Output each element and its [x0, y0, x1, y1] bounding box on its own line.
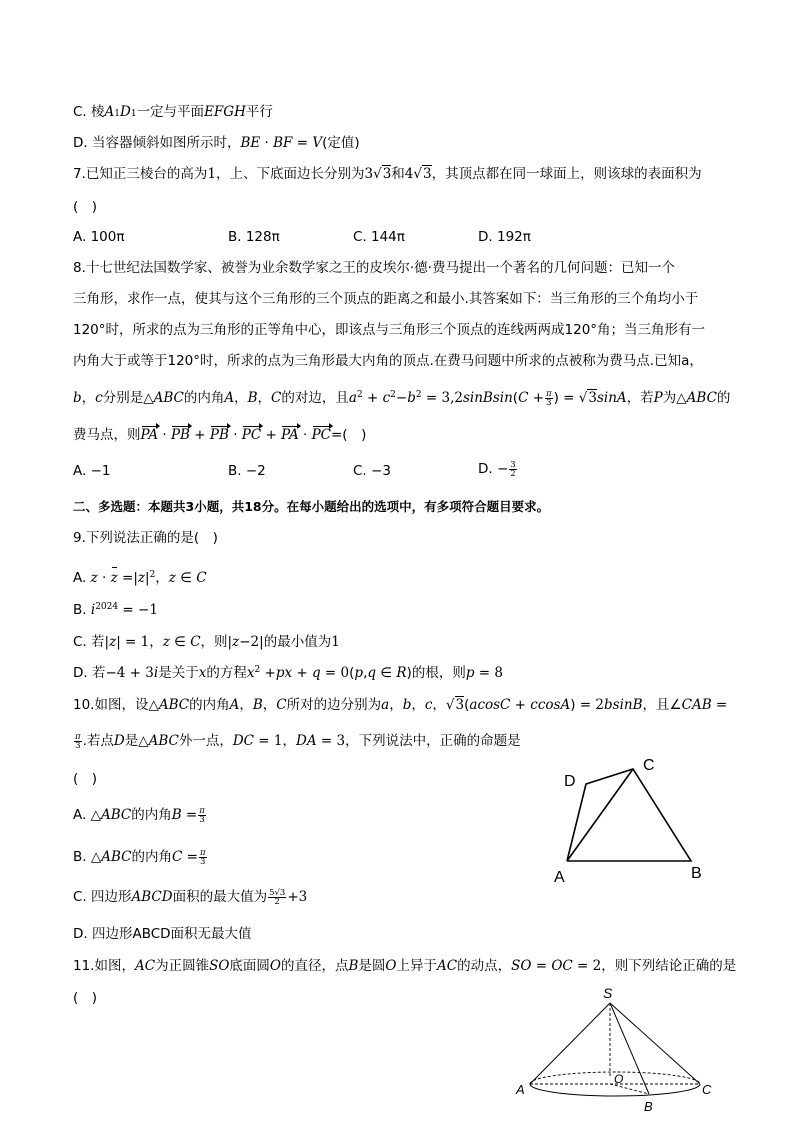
- q11-label-b: B: [644, 1099, 653, 1114]
- q11-label-o: O: [614, 1072, 624, 1086]
- q8-line-4: 内角大于或等于120°时，所求的点为三角形最大内角的顶点.在费马问题中所求的点被称为费马点.已知a，: [73, 353, 703, 369]
- q11-paren: ( ): [73, 990, 98, 1006]
- q10-option-b: B. △ABC的内角C = $\frac{\pi}{3}$: [73, 847, 206, 867]
- q9-option-c: C. 若|z| = 1，z ∈ C，则|z−2|的最小值为1: [73, 634, 340, 650]
- q10-figure-diagonal: [567, 769, 633, 861]
- q10-line-2: $\frac{\pi}{3}$ .若点D是△ABC外一点，DC = 1，DA = 3，下列说法中，正确的命题是: [75, 731, 521, 751]
- q11-label-s: S: [603, 985, 613, 1001]
- q8-option-d: D. − $\frac{3}{2}$: [478, 459, 516, 479]
- q8-line-2: 三角形，求作一点，使其与这个三角形的三个顶点的距离之和最小.其答案如下：当三角形的三个角均小于: [73, 291, 699, 307]
- q8-option-a: A. −1: [73, 463, 111, 479]
- q10-label-b: B: [691, 865, 702, 882]
- q6-option-c: C. 棱$A_1D_1$一定与平面EFGH平行: [73, 104, 273, 120]
- q8-line-6: 费马点，则PA · PB + PB · PC + PA · PC=( ): [73, 427, 367, 443]
- q8-option-b: B. −2: [228, 463, 266, 479]
- q11-label-a: A: [516, 1082, 525, 1097]
- q10-label-c: C: [643, 757, 655, 774]
- section-2-header: 二、多选题：本题共3小题，共18分。在每小题给出的选项中，有多项符合题目要求。: [73, 499, 550, 514]
- q7-option-b: B. 128π: [228, 229, 280, 245]
- q10-label-a: A: [554, 869, 565, 886]
- q11-cone-figure: [510, 983, 720, 1118]
- q7-paren: ( ): [73, 199, 98, 215]
- q9-option-a: A. $z \cdot z =|z|^2$，z ∈ C: [73, 570, 207, 586]
- q10-quadrilateral-figure: [545, 748, 715, 888]
- q10-option-a: A. △ABC的内角B = $\frac{\pi}{3}$: [73, 805, 205, 825]
- q10-figure-outline: [567, 769, 691, 861]
- q7-option-d: D. 192π: [478, 229, 531, 245]
- q9-option-d: D. 若−4 + 3i是关于x的方程$x^2 +px + q = 0(p,q$ ∈ R)的根，则p = 8: [73, 665, 503, 681]
- q11-label-c: C: [702, 1082, 712, 1097]
- q7-stem: 7.已知正三棱台的高为1，上、下底面边长分别为3√3和4√3，其顶点都在同一球面上，则该球的表面积为: [73, 166, 702, 182]
- q8-option-c: C. −3: [353, 463, 391, 479]
- q7-option-c: C. 144π: [353, 229, 405, 245]
- q10-option-d: D. 四边形ABCD面积无最大值: [73, 926, 252, 942]
- q10-paren: ( ): [73, 771, 98, 787]
- q8-line-3: 120°时，所求的点为三角形的正等角中心，即该点与三角形三个顶点的连线两两成120°角；当三角形有一: [73, 322, 706, 338]
- q6-option-d: D. 当容器倾斜如图所示时，BE · BF = V(定值): [73, 135, 360, 151]
- q7-option-a: A. 100π: [73, 229, 125, 245]
- q9-option-b: B. $i^{2024} = -1$: [73, 602, 158, 618]
- q8-line-1: 8.十七世纪法国数学家、被誉为业余数学家之王的皮埃尔·德·费马提出一个著名的几何问题：已知一个: [73, 260, 675, 276]
- q10-option-c: C. 四边形ABCD面积的最大值为 $\frac{5√3}{2}$ +3: [73, 887, 308, 907]
- q10-label-d: D: [564, 773, 576, 790]
- q10-line-1: 10.如图，设△ABC的内角A，B，C所对的边分别为a，b，c，√3(acosC + ccosA) = 2bsinB，且∠CAB =: [73, 697, 728, 713]
- q11-stem: 11.如图，AC为正圆锥SO底面圆O的直径，点B是圆O上异于AC的动点，SO = OC = 2，则下列结论正确的是: [73, 958, 737, 974]
- q9-stem: 9.下列说法正确的是( ): [73, 530, 218, 546]
- q8-line-5: b，c分别是△ABC的内角A，B，C的对边，且$a^2 + c^2-b^2$ = 3,2sinBsin(C + $\frac{\pi}{3}$ ) = √3sinA，若P为△ABC的: [73, 388, 731, 408]
